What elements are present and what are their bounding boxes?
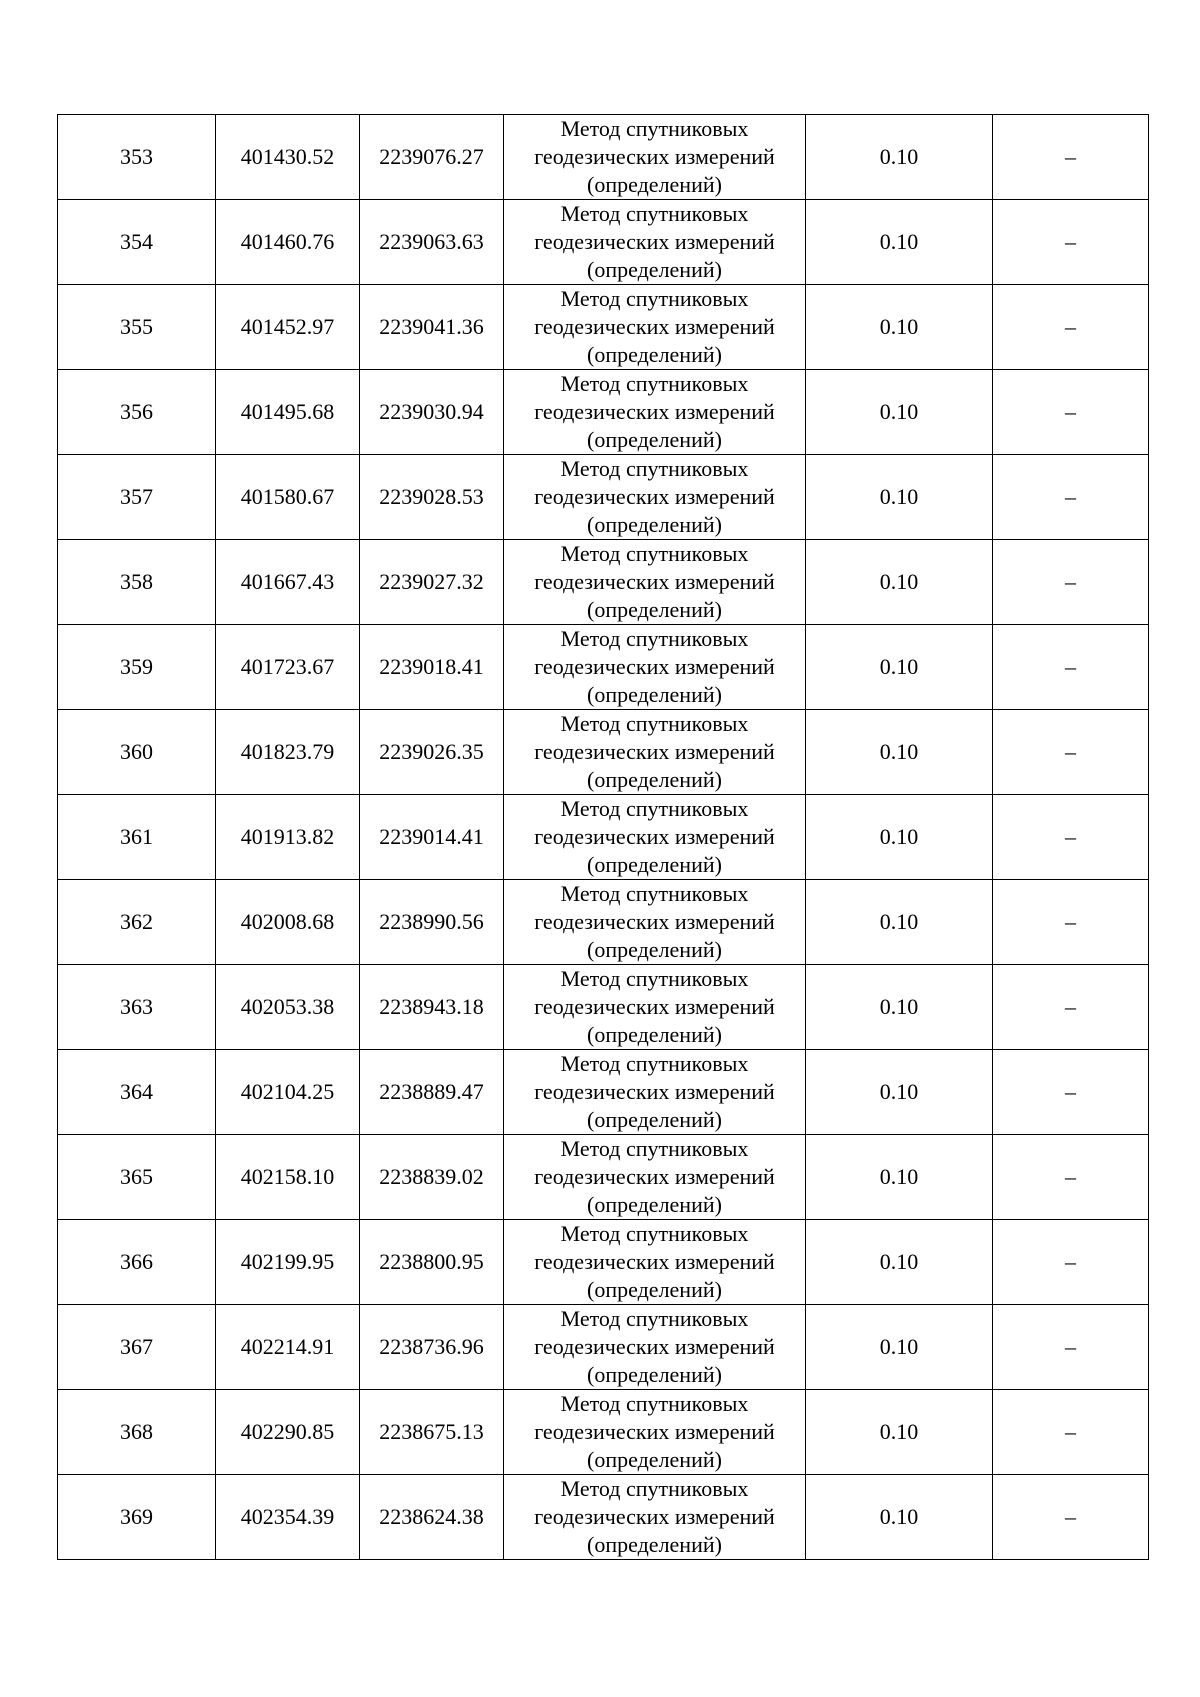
table-row — [58, 1050, 1149, 1135]
accuracy-cell: 0.10 — [806, 795, 993, 880]
point-number-cell: 366 — [58, 1220, 216, 1305]
x-coordinate-cell: 401430.52 — [216, 115, 360, 200]
method-text-line: (определений) — [587, 1107, 722, 1132]
x-coordinate-cell: 402199.95 — [216, 1220, 360, 1305]
note-cell: – — [993, 625, 1149, 710]
method-text-line: Метод спутниковых — [560, 456, 749, 481]
point-number-cell: 357 — [58, 455, 216, 540]
method-text-line: Метод спутниковых — [560, 881, 749, 906]
note-cell: – — [993, 1305, 1149, 1390]
method-text-line: геодезических измерений — [534, 1504, 775, 1529]
note-cell: – — [993, 1050, 1149, 1135]
method-text-line: (определений) — [587, 767, 722, 792]
y-coordinate-cell: 2239063.63 — [360, 200, 504, 285]
y-coordinate-cell: 2238736.96 — [360, 1305, 504, 1390]
accuracy-cell: 0.10 — [806, 710, 993, 795]
method-text-line: (определений) — [587, 852, 722, 877]
accuracy-cell: 0.10 — [806, 965, 993, 1050]
x-coordinate-cell: 401667.43 — [216, 540, 360, 625]
method-text-line: Метод спутниковых — [560, 711, 749, 736]
x-coordinate-cell: 402104.25 — [216, 1050, 360, 1135]
table-row — [58, 965, 1149, 1050]
y-coordinate-cell: 2238990.56 — [360, 880, 504, 965]
note-cell: – — [993, 710, 1149, 795]
table-row — [58, 540, 1149, 625]
y-coordinate-cell: 2238943.18 — [360, 965, 504, 1050]
table-row — [58, 880, 1149, 965]
method-text-line: геодезических измерений — [534, 1164, 775, 1189]
x-coordinate-cell: 402354.39 — [216, 1475, 360, 1560]
y-coordinate-cell: 2239030.94 — [360, 370, 504, 455]
note-cell: – — [993, 1220, 1149, 1305]
method-text-line: Метод спутниковых — [560, 1136, 749, 1161]
method-cell — [504, 285, 806, 370]
method-cell — [504, 625, 806, 710]
y-coordinate-cell: 2239076.27 — [360, 115, 504, 200]
method-text-line: геодезических измерений — [534, 824, 775, 849]
note-cell: – — [993, 795, 1149, 880]
method-text-line: геодезических измерений — [534, 654, 775, 679]
note-cell: – — [993, 1135, 1149, 1220]
point-number-cell: 356 — [58, 370, 216, 455]
method-cell — [504, 455, 806, 540]
y-coordinate-cell: 2238624.38 — [360, 1475, 504, 1560]
note-cell: – — [993, 880, 1149, 965]
accuracy-cell: 0.10 — [806, 1475, 993, 1560]
x-coordinate-cell: 401580.67 — [216, 455, 360, 540]
method-cell — [504, 1390, 806, 1475]
note-cell: – — [993, 1475, 1149, 1560]
method-text-line: (определений) — [587, 512, 722, 537]
y-coordinate-cell: 2238675.13 — [360, 1390, 504, 1475]
method-text-line: (определений) — [587, 257, 722, 282]
point-number-cell: 358 — [58, 540, 216, 625]
method-cell — [504, 200, 806, 285]
table-row — [58, 1390, 1149, 1475]
x-coordinate-cell: 402214.91 — [216, 1305, 360, 1390]
method-text-line: Метод спутниковых — [560, 1221, 749, 1246]
method-text-line: (определений) — [587, 1022, 722, 1047]
x-coordinate-cell: 402008.68 — [216, 880, 360, 965]
method-cell — [504, 1135, 806, 1220]
method-cell — [504, 1220, 806, 1305]
x-coordinate-cell: 401723.67 — [216, 625, 360, 710]
x-coordinate-cell: 402158.10 — [216, 1135, 360, 1220]
table-row — [58, 115, 1149, 200]
accuracy-cell: 0.10 — [806, 1305, 993, 1390]
y-coordinate-cell: 2239028.53 — [360, 455, 504, 540]
point-number-cell: 354 — [58, 200, 216, 285]
note-cell: – — [993, 115, 1149, 200]
accuracy-cell: 0.10 — [806, 540, 993, 625]
point-number-cell: 365 — [58, 1135, 216, 1220]
table-row — [58, 1220, 1149, 1305]
note-cell: – — [993, 540, 1149, 625]
method-text-line: геодезических измерений — [534, 1419, 775, 1444]
method-text-line: геодезических измерений — [534, 1079, 775, 1104]
point-number-cell: 364 — [58, 1050, 216, 1135]
accuracy-cell: 0.10 — [806, 200, 993, 285]
y-coordinate-cell: 2238800.95 — [360, 1220, 504, 1305]
method-text-line: геодезических измерений — [534, 1334, 775, 1359]
method-text-line: (определений) — [587, 1532, 722, 1557]
method-text-line: Метод спутниковых — [560, 1306, 749, 1331]
x-coordinate-cell: 401823.79 — [216, 710, 360, 795]
method-text-line: геодезических измерений — [534, 569, 775, 594]
method-text-line: Метод спутниковых — [560, 1051, 749, 1076]
y-coordinate-cell: 2239027.32 — [360, 540, 504, 625]
y-coordinate-cell: 2238839.02 — [360, 1135, 504, 1220]
table-row — [58, 795, 1149, 880]
method-text-line: (определений) — [587, 1447, 722, 1472]
point-number-cell: 353 — [58, 115, 216, 200]
method-text-line: геодезических измерений — [534, 314, 775, 339]
point-number-cell: 355 — [58, 285, 216, 370]
table-row — [58, 1305, 1149, 1390]
method-text-line: (определений) — [587, 427, 722, 452]
method-text-line: Метод спутниковых — [560, 1476, 749, 1501]
point-number-cell: 362 — [58, 880, 216, 965]
method-text-line: Метод спутниковых — [560, 796, 749, 821]
method-text-line: геодезических измерений — [534, 909, 775, 934]
method-cell — [504, 710, 806, 795]
method-cell — [504, 1475, 806, 1560]
method-text-line: геодезических измерений — [534, 399, 775, 424]
table-row — [58, 455, 1149, 540]
method-text-line: геодезических измерений — [534, 484, 775, 509]
point-number-cell: 369 — [58, 1475, 216, 1560]
accuracy-cell: 0.10 — [806, 115, 993, 200]
method-text-line: геодезических измерений — [534, 229, 775, 254]
accuracy-cell: 0.10 — [806, 1390, 993, 1475]
method-cell — [504, 795, 806, 880]
note-cell: – — [993, 285, 1149, 370]
note-cell: – — [993, 1390, 1149, 1475]
method-cell — [504, 965, 806, 1050]
method-text-line: (определений) — [587, 682, 722, 707]
table-row — [58, 710, 1149, 795]
method-text-line: (определений) — [587, 1362, 722, 1387]
accuracy-cell: 0.10 — [806, 285, 993, 370]
y-coordinate-cell: 2238889.47 — [360, 1050, 504, 1135]
method-text-line: Метод спутниковых — [560, 286, 749, 311]
y-coordinate-cell: 2239018.41 — [360, 625, 504, 710]
method-text-line: Метод спутниковых — [560, 201, 749, 226]
y-coordinate-cell: 2239026.35 — [360, 710, 504, 795]
method-text-line: (определений) — [587, 597, 722, 622]
accuracy-cell: 0.10 — [806, 1220, 993, 1305]
coordinates-table — [57, 114, 1149, 1560]
method-cell — [504, 880, 806, 965]
accuracy-cell: 0.10 — [806, 880, 993, 965]
method-text-line: (определений) — [587, 1277, 722, 1302]
method-text-line: геодезических измерений — [534, 994, 775, 1019]
accuracy-cell: 0.10 — [806, 1135, 993, 1220]
accuracy-cell: 0.10 — [806, 1050, 993, 1135]
note-cell: – — [993, 455, 1149, 540]
table-row — [58, 1475, 1149, 1560]
x-coordinate-cell: 401913.82 — [216, 795, 360, 880]
x-coordinate-cell: 402290.85 — [216, 1390, 360, 1475]
x-coordinate-cell: 401495.68 — [216, 370, 360, 455]
accuracy-cell: 0.10 — [806, 625, 993, 710]
method-text-line: геодезических измерений — [534, 1249, 775, 1274]
method-cell — [504, 370, 806, 455]
table-row — [58, 370, 1149, 455]
point-number-cell: 368 — [58, 1390, 216, 1475]
method-text-line: Метод спутниковых — [560, 1391, 749, 1416]
method-text-line: Метод спутниковых — [560, 541, 749, 566]
method-cell — [504, 540, 806, 625]
point-number-cell: 359 — [58, 625, 216, 710]
method-text-line: Метод спутниковых — [560, 116, 749, 141]
table-row — [58, 200, 1149, 285]
method-cell — [504, 1050, 806, 1135]
method-text-line: Метод спутниковых — [560, 371, 749, 396]
method-text-line: геодезических измерений — [534, 144, 775, 169]
method-cell — [504, 115, 806, 200]
note-cell: – — [993, 965, 1149, 1050]
table-body — [58, 115, 1149, 1560]
point-number-cell: 363 — [58, 965, 216, 1050]
accuracy-cell: 0.10 — [806, 455, 993, 540]
table-row — [58, 1135, 1149, 1220]
table-row — [58, 285, 1149, 370]
method-text-line: Метод спутниковых — [560, 966, 749, 991]
x-coordinate-cell: 401452.97 — [216, 285, 360, 370]
note-cell: – — [993, 200, 1149, 285]
note-cell: – — [993, 370, 1149, 455]
y-coordinate-cell: 2239041.36 — [360, 285, 504, 370]
point-number-cell: 360 — [58, 710, 216, 795]
method-text-line: (определений) — [587, 342, 722, 367]
method-text-line: (определений) — [587, 937, 722, 962]
method-text-line: (определений) — [587, 1192, 722, 1217]
method-text-line: (определений) — [587, 172, 722, 197]
accuracy-cell: 0.10 — [806, 370, 993, 455]
x-coordinate-cell: 402053.38 — [216, 965, 360, 1050]
table-row — [58, 625, 1149, 710]
point-number-cell: 361 — [58, 795, 216, 880]
method-cell — [504, 1305, 806, 1390]
method-text-line: геодезических измерений — [534, 739, 775, 764]
method-text-line: Метод спутниковых — [560, 626, 749, 651]
point-number-cell: 367 — [58, 1305, 216, 1390]
x-coordinate-cell: 401460.76 — [216, 200, 360, 285]
y-coordinate-cell: 2239014.41 — [360, 795, 504, 880]
